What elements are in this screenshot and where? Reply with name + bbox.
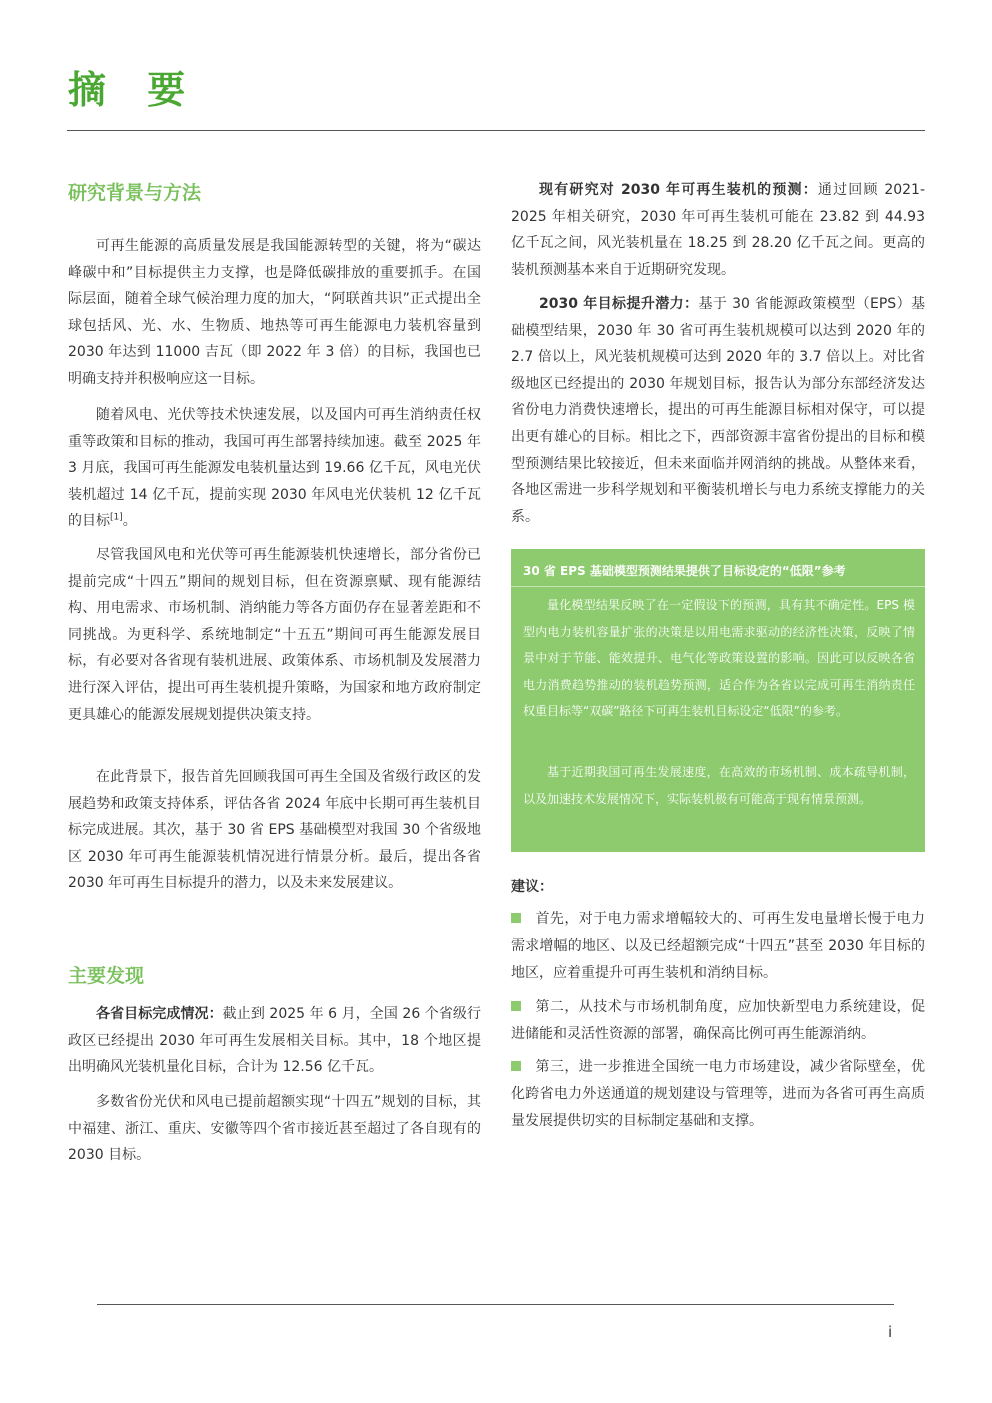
lead-in-bold: 各省目标完成情况： [96, 1006, 223, 1022]
square-bullet-icon [511, 913, 521, 923]
callout-title: 30 省 EPS 基础模型预测结果提供了目标设定的“低限”参考 [523, 564, 846, 578]
callout-paragraph-2: 基于近期我国可再生发展速度，在高效的市场机制、成本疏导机制，以及加速技术发展情况下，实际装机极有可能高于现有情景预测。 [523, 765, 915, 806]
recommendation-text: 首先，对于电力需求增幅较大的、可再生发电量增长慢于电力需求增幅的地区、以及已经超额完成“十四五”甚至 2030 年目标的地区，应着重提升可再生装机和消纳目标。 [511, 911, 925, 981]
paragraph-background-2 [68, 402, 481, 535]
paragraph-text: 基于 30 省能源政策模型（EPS）基础模型结果，2030 年 30 省可再生装机规模可以达到 2020 年的 2.7 倍以上，风光装机规模可达到 2020 年的 3.7 倍以上。对比省级地区已经提出的 2030 年规划目标，报告认为部分东部经济发达省份电力消费快速增长，提出的可再生能源目标相对保守，可以提出更有雄心的目标。相比之下，西部资源丰富省份提出的目标和模型预测结果比较接近，但未来面临并网消纳的挑战。从整体来看，各地区需进一步科学规划和平衡装机增长与电力系统支撑能力的关系。 [511, 296, 925, 525]
section-heading-findings: 主要发现 [68, 965, 145, 987]
page-title: 摘 要 [68, 68, 200, 112]
paragraph-findings-2: 多数省份光伏和风电已提前超额实现“十四五”规划的目标，其中福建、浙江、重庆、安徽等四个省市接近甚至超过了各自现有的 2030 目标。 [68, 1094, 481, 1164]
paragraph-text: 随着风电、光伏等技术快速发展，以及国内可再生消纳责任权重等政策和目标的推动，我国可再生部署持续加速。截至 2025 年 3 月底，我国可再生能源发电装机量达到 19.66 亿千瓦，风电光伏装机超过 14 亿千瓦，提前实现 2030 年风电光伏装机 12 亿千瓦的目标 [68, 407, 481, 530]
title-divider [67, 130, 925, 131]
square-bullet-icon [511, 1001, 521, 1011]
recommendation-text: 第二，从技术与市场机制角度，应加快新型电力系统建设，促进储能和灵活性资源的部署，确保高比例可再生能源消纳。 [511, 999, 925, 1042]
recommendation-item-2 [511, 994, 925, 1048]
paragraph-text: 截止到 2025 年 6 月，全国 26 个省级行政区已经提出 2030 年可再生发展相关目标。其中，18 个地区提出明确风光装机量化目标，合计为 12.56 亿千瓦。 [68, 1006, 481, 1076]
recommendation-text: 第三，进一步推进全国统一电力市场建设，减少省际壁垒，优化跨省电力外送通道的规划建设与管理等，进而为各省可再生高质量发展提供切实的目标制定基础和支撑。 [511, 1059, 925, 1129]
lead-in-bold: 2030 年目标提升潜力： [539, 296, 699, 312]
paragraph-text: 通过回顾 2021-2025 年相关研究，2030 年可再生装机可能在 23.82 到 44.93 亿千瓦之间，风光装机量在 18.25 到 28.20 亿千瓦之间。更高的装机预测基本来自于近期研究发现。 [511, 182, 925, 278]
paragraph-background-4: 在此背景下，报告首先回顾我国可再生全国及省级行政区的发展趋势和政策支持体系，评估各省 2024 年底中长期可再生装机目标完成进展。其次，基于 30 省 EPS 基础模型对我国 30 个省级地区 2030 年可再生能源装机情况进行情景分析。最后，提出各省 2030 年可再生目标提升的潜力，以及未来发展建议。 [68, 769, 481, 892]
paragraph-end: 。 [122, 513, 137, 530]
callout-paragraph-1: 量化模型结果反映了在一定假设下的预测，具有其不确定性。EPS 模型内电力装机容量扩张的决策是以用电需求驱动的经济性决策，反映了情景中对于节能、能效提升、电气化等政策设置的影响。因此可以反映各省电力消费趋势推动的装机趋势预测，适合作为各省以完成可再生消纳责任权重目标等“双碳”路径下可再生装机目标设定“低限”的参考。 [523, 598, 915, 719]
recommendations-heading: 建议： [511, 879, 553, 895]
paragraph-forecast [511, 177, 925, 283]
recommendation-item-3 [511, 1054, 925, 1135]
footer-divider [97, 1304, 894, 1305]
paragraph-findings-1 [68, 1001, 481, 1081]
square-bullet-icon [511, 1061, 521, 1071]
section-heading-background: 研究背景与方法 [68, 182, 202, 204]
recommendation-item-1 [511, 906, 925, 987]
lead-in-bold: 现有研究对 2030 年可再生装机的预测： [539, 182, 818, 198]
callout-box [511, 549, 925, 852]
reference-marker: [1] [110, 512, 123, 523]
paragraph-background-1: 可再生能源的高质量发展是我国能源转型的关键，将为“碳达峰碳中和”目标提供主力支撑，也是降低碳排放的重要抓手。在国际层面，随着全球气候治理力度的加大，“阿联酋共识”正式提出全球包括风、光、水、生物质、地热等可再生能源电力装机容量到 2030 年达到 11000 吉瓦（即 2022 年 3 倍）的目标，我国也已明确支持并积极响应这一目标。 [68, 238, 481, 387]
paragraph-potential [511, 291, 925, 530]
paragraph-background-3: 尽管我国风电和光伏等可再生能源装机快速增长，部分省份已提前完成“十四五”期间的规划目标，但在资源禀赋、现有能源结构、用电需求、市场机制、消纳能力等各方面仍存在显著差距和不同挑战。为更科学、系统地制定“十五五”期间可再生能源发展目标，有必要对各省现有装机进展、政策体系、市场机制及发展潜力进行深入评估，提出可再生装机提升策略，为国家和地方政府制定更具雄心的能源发展规划提供决策支持。 [68, 547, 481, 723]
page-number: i [888, 1323, 893, 1341]
callout-divider [511, 586, 925, 587]
